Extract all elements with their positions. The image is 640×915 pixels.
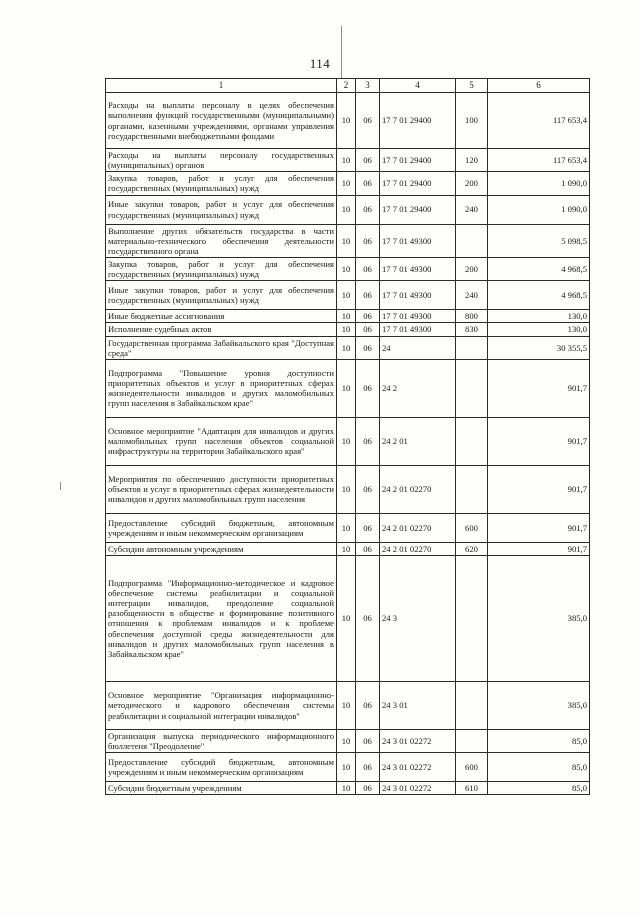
section-code: 10 <box>337 257 356 280</box>
target-article-code: 17 7 01 49300 <box>380 310 456 323</box>
amount: 901,7 <box>488 513 590 542</box>
section-code: 10 <box>337 729 356 752</box>
subsection-code: 06 <box>356 323 380 336</box>
expense-type-code: 800 <box>456 310 488 323</box>
amount: 5 098,5 <box>488 224 590 257</box>
expense-type-code: 240 <box>456 281 488 310</box>
subsection-code: 06 <box>356 172 380 195</box>
amount: 85,0 <box>488 782 590 795</box>
section-code: 10 <box>337 542 356 555</box>
target-article-code: 24 3 01 02272 <box>380 729 456 752</box>
expense-type-code: 600 <box>456 753 488 782</box>
amount: 117 653,4 <box>488 149 590 172</box>
section-code: 10 <box>337 782 356 795</box>
amount: 1 090,0 <box>488 195 590 224</box>
row-name: Субсидии автономным учреждениям <box>106 542 337 555</box>
target-article-code: 17 7 01 49300 <box>380 257 456 280</box>
expense-type-code: 120 <box>456 149 488 172</box>
table-row <box>106 336 590 359</box>
subsection-code: 06 <box>356 513 380 542</box>
target-article-code: 24 2 01 02270 <box>380 465 456 513</box>
amount: 130,0 <box>488 310 590 323</box>
expense-type-code <box>456 359 488 417</box>
target-article-code: 24 2 01 02270 <box>380 513 456 542</box>
table-row <box>106 753 590 782</box>
subsection-code: 06 <box>356 224 380 257</box>
section-code: 10 <box>337 417 356 465</box>
table-row <box>106 149 590 172</box>
expense-type-code <box>456 465 488 513</box>
subsection-code: 06 <box>356 359 380 417</box>
row-name: Закупка товаров, работ и услуг для обеспечения государственных (муниципальных) нужд <box>106 257 337 280</box>
amount: 901,7 <box>488 359 590 417</box>
subsection-code: 06 <box>356 555 380 681</box>
subsection-code: 06 <box>356 257 380 280</box>
row-name: Закупка товаров, работ и услуг для обеспечения государственных (муниципальных) нужд <box>106 172 337 195</box>
target-article-code: 17 7 01 29400 <box>380 195 456 224</box>
table-row <box>106 281 590 310</box>
row-name: Государственная программа Забайкальского края "Доступная среда" <box>106 336 337 359</box>
header-col-1: 1 <box>106 79 337 93</box>
section-code: 10 <box>337 359 356 417</box>
budget-table <box>105 78 590 795</box>
amount: 30 355,5 <box>488 336 590 359</box>
subsection-code: 06 <box>356 93 380 149</box>
subsection-code: 06 <box>356 681 380 729</box>
page-number: 114 <box>309 56 331 71</box>
table-row <box>106 513 590 542</box>
amount: 85,0 <box>488 729 590 752</box>
subsection-code: 06 <box>356 195 380 224</box>
row-name: Подпрограмма "Повышение уровня доступности приоритетных объектов и услуг в приоритетных сферах жизнедеятельности инвалидов и других маломобильных групп населения в Забайкальском крае" <box>106 359 337 417</box>
row-name: Иные бюджетные ассигнования <box>106 310 337 323</box>
subsection-code: 06 <box>356 336 380 359</box>
expense-type-code: 200 <box>456 172 488 195</box>
row-name: Основное мероприятие "Адаптация для инвалидов и других маломобильных групп населения объектов социальной инфраструктуры на территории Забайкальского края" <box>106 417 337 465</box>
subsection-code: 06 <box>356 782 380 795</box>
expense-type-code: 240 <box>456 195 488 224</box>
target-article-code: 24 3 01 02272 <box>380 782 456 795</box>
target-article-code: 24 3 01 <box>380 681 456 729</box>
section-code: 10 <box>337 465 356 513</box>
table-row <box>106 195 590 224</box>
target-article-code: 24 3 <box>380 555 456 681</box>
expense-type-code <box>456 417 488 465</box>
header-col-6: 6 <box>488 79 590 93</box>
row-name: Иные закупки товаров, работ и услуг для обеспечения государственных (муниципальных) нужд <box>106 195 337 224</box>
table-row <box>106 681 590 729</box>
expense-type-code <box>456 681 488 729</box>
target-article-code: 17 7 01 29400 <box>380 93 456 149</box>
header-col-5: 5 <box>456 79 488 93</box>
target-article-code: 17 7 01 29400 <box>380 149 456 172</box>
section-code: 10 <box>337 555 356 681</box>
table-row <box>106 310 590 323</box>
row-name: Подпрограмма "Информационно-методическое и кадровое обеспечение системы реабилитации и социальной интеграции инвалидов, преодоление социальной разобщенности в обществе и формирование позитивного отношения к проблемам инвалидов и к проблеме обеспечения доступной среды жизнедеятельности для инвалидов и других маломобильных групп населения в Забайкальском крае" <box>106 555 337 681</box>
amount: 385,0 <box>488 555 590 681</box>
row-name: Предоставление субсидий бюджетным, автономным учреждениям и иным некоммерческим организациям <box>106 513 337 542</box>
amount: 901,7 <box>488 542 590 555</box>
table-row <box>106 555 590 681</box>
target-article-code: 17 7 01 49300 <box>380 281 456 310</box>
target-article-code: 17 7 01 49300 <box>380 224 456 257</box>
table-row <box>106 93 590 149</box>
subsection-code: 06 <box>356 417 380 465</box>
target-article-code: 24 2 01 <box>380 417 456 465</box>
section-code: 10 <box>337 149 356 172</box>
table-row <box>106 323 590 336</box>
subsection-code: 06 <box>356 149 380 172</box>
section-code: 10 <box>337 513 356 542</box>
table-row <box>106 782 590 795</box>
expense-type-code: 830 <box>456 323 488 336</box>
amount: 4 968,5 <box>488 257 590 280</box>
subsection-code: 06 <box>356 465 380 513</box>
amount: 901,7 <box>488 465 590 513</box>
section-code: 10 <box>337 336 356 359</box>
scan-mark-left <box>60 482 61 490</box>
table-row <box>106 729 590 752</box>
row-name: Иные закупки товаров, работ и услуг для обеспечения государственных (муниципальных) нужд <box>106 281 337 310</box>
section-code: 10 <box>337 310 356 323</box>
section-code: 10 <box>337 323 356 336</box>
section-code: 10 <box>337 753 356 782</box>
subsection-code: 06 <box>356 542 380 555</box>
amount: 117 653,4 <box>488 93 590 149</box>
table-row <box>106 359 590 417</box>
row-name: Предоставление субсидий бюджетным, автономным учреждениям и иным некоммерческим организациям <box>106 753 337 782</box>
section-code: 10 <box>337 195 356 224</box>
expense-type-code <box>456 224 488 257</box>
header-row <box>106 79 590 93</box>
target-article-code: 24 3 01 02272 <box>380 753 456 782</box>
amount: 4 968,5 <box>488 281 590 310</box>
section-code: 10 <box>337 681 356 729</box>
row-name: Мероприятия по обеспечению доступности приоритетных объектов и услуг в приоритетных сферах жизнедеятельности инвалидов и других маломобильных групп населения <box>106 465 337 513</box>
expense-type-code <box>456 336 488 359</box>
amount: 385,0 <box>488 681 590 729</box>
header-col-4: 4 <box>380 79 456 93</box>
header-col-2: 2 <box>337 79 356 93</box>
target-article-code: 24 2 <box>380 359 456 417</box>
header-col-3: 3 <box>356 79 380 93</box>
row-name: Выполнение других обязательств государства в части материально-технического обеспечения деятельности государственного органа <box>106 224 337 257</box>
row-name: Субсидии бюджетным учреждениям <box>106 782 337 795</box>
row-name: Основное мероприятие "Организация информационно-методического и кадрового обеспечения системы реабилитации и социальной интеграции инвалидов" <box>106 681 337 729</box>
table-row <box>106 465 590 513</box>
amount: 130,0 <box>488 323 590 336</box>
table-row <box>106 257 590 280</box>
target-article-code: 24 <box>380 336 456 359</box>
row-name: Исполнение судебных актов <box>106 323 337 336</box>
table-row <box>106 224 590 257</box>
subsection-code: 06 <box>356 753 380 782</box>
section-code: 10 <box>337 281 356 310</box>
expense-type-code: 600 <box>456 513 488 542</box>
expense-type-code: 200 <box>456 257 488 280</box>
target-article-code: 17 7 01 49300 <box>380 323 456 336</box>
section-code: 10 <box>337 172 356 195</box>
target-article-code: 24 2 01 02270 <box>380 542 456 555</box>
table-row <box>106 417 590 465</box>
amount: 1 090,0 <box>488 172 590 195</box>
section-code: 10 <box>337 93 356 149</box>
amount: 85,0 <box>488 753 590 782</box>
expense-type-code <box>456 729 488 752</box>
subsection-code: 06 <box>356 281 380 310</box>
row-name: Расходы на выплаты персоналу государственных (муниципальных) органов <box>106 149 337 172</box>
table-row <box>106 542 590 555</box>
expense-type-code <box>456 555 488 681</box>
subsection-code: 06 <box>356 310 380 323</box>
amount: 901,7 <box>488 417 590 465</box>
row-name: Расходы на выплаты персоналу в целях обеспечения выполнения функций государственными (муниципальными) органами, казенными учреждениями, органами управления государственными внебюджетными фондами <box>106 93 337 149</box>
expense-type-code: 610 <box>456 782 488 795</box>
expense-type-code: 620 <box>456 542 488 555</box>
table-row <box>106 172 590 195</box>
target-article-code: 17 7 01 29400 <box>380 172 456 195</box>
row-name: Организация выпуска периодического информационного бюллетеня "Преодоление" <box>106 729 337 752</box>
expense-type-code: 100 <box>456 93 488 149</box>
subsection-code: 06 <box>356 729 380 752</box>
section-code: 10 <box>337 224 356 257</box>
